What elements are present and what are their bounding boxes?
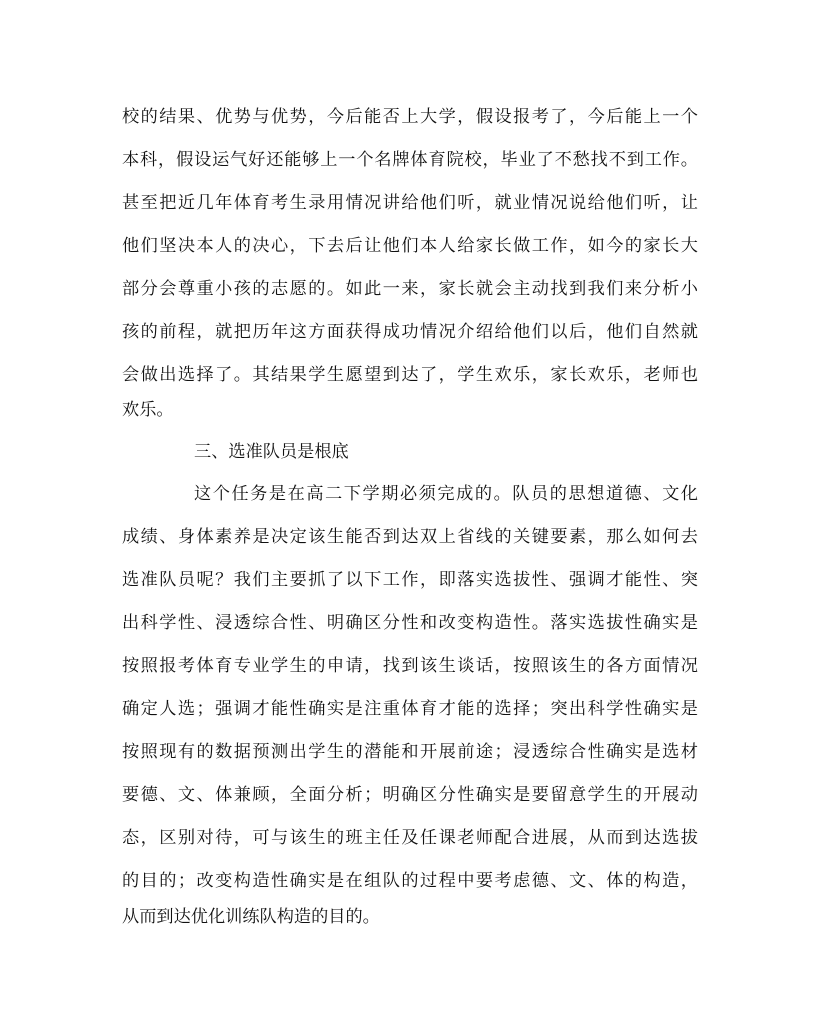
paragraph-line: 出科学性、浸透综合性、明确区分性和改变构造性。落实选拔性确实是 — [122, 613, 698, 633]
paragraph-line: 的目的；改变构造性确实是在组队的过程中要考虑德、文、体的构造， — [122, 871, 698, 891]
paragraph-line: 从而到达优化训练队构造的目的。 — [122, 907, 380, 927]
paragraph-line: 甚至把近几年体育考生录用情况讲给他们听，就业情况说给他们听，让 — [122, 193, 698, 213]
paragraph-line: 欢乐。 — [122, 400, 174, 420]
paragraph-line: 按照报考体育专业学生的申请，找到该生谈话，按照该生的各方面情况 — [122, 656, 698, 676]
paragraph-line: 态，区别对待，可与该生的班主任及任课老师配合进展，从而到达选拔 — [122, 828, 698, 848]
paragraph-line: 这个任务是在高二下学期必须完成的。队员的思想道德、文化 — [194, 484, 698, 504]
paragraph-line: 选准队员呢？我们主要抓了以下工作，即落实选拔性、强调才能性、突 — [122, 570, 698, 590]
paragraph-line: 校的结果、优势与优势，今后能否上大学，假设报考了，今后能上一个 — [122, 107, 698, 127]
paragraph-line: 他们坚决本人的决心，下去后让他们本人给家长做工作，如今的家长大 — [122, 236, 698, 256]
paragraph-line: 成绩、身体素养是决定该生能否到达双上省线的关键要素，那么如何去 — [122, 527, 698, 547]
paragraph-line: 本科，假设运气好还能够上一个名牌体育院校，毕业了不愁找不到工作。 — [122, 150, 698, 170]
section-heading: 三、选准队员是根底 — [194, 442, 349, 462]
paragraph-line: 确定人选；强调才能性确实是注重体育才能的选择；突出科学性确实是 — [122, 699, 698, 719]
paragraph-line: 孩的前程，就把历年这方面获得成功情况介绍给他们以后，他们自然就 — [122, 322, 698, 342]
paragraph-line: 会做出选择了。其结果学生愿望到达了，学生欢乐，家长欢乐，老师也 — [122, 365, 698, 385]
paragraph-line: 部分会尊重小孩的志愿的。如此一来，家长就会主动找到我们来分析小 — [122, 279, 698, 299]
paragraph-line: 按照现有的数据预测出学生的潜能和开展前途；浸透综合性确实是选材 — [122, 742, 698, 762]
paragraph-line: 要德、文、体兼顾，全面分析；明确区分性确实是要留意学生的开展动 — [122, 785, 698, 805]
